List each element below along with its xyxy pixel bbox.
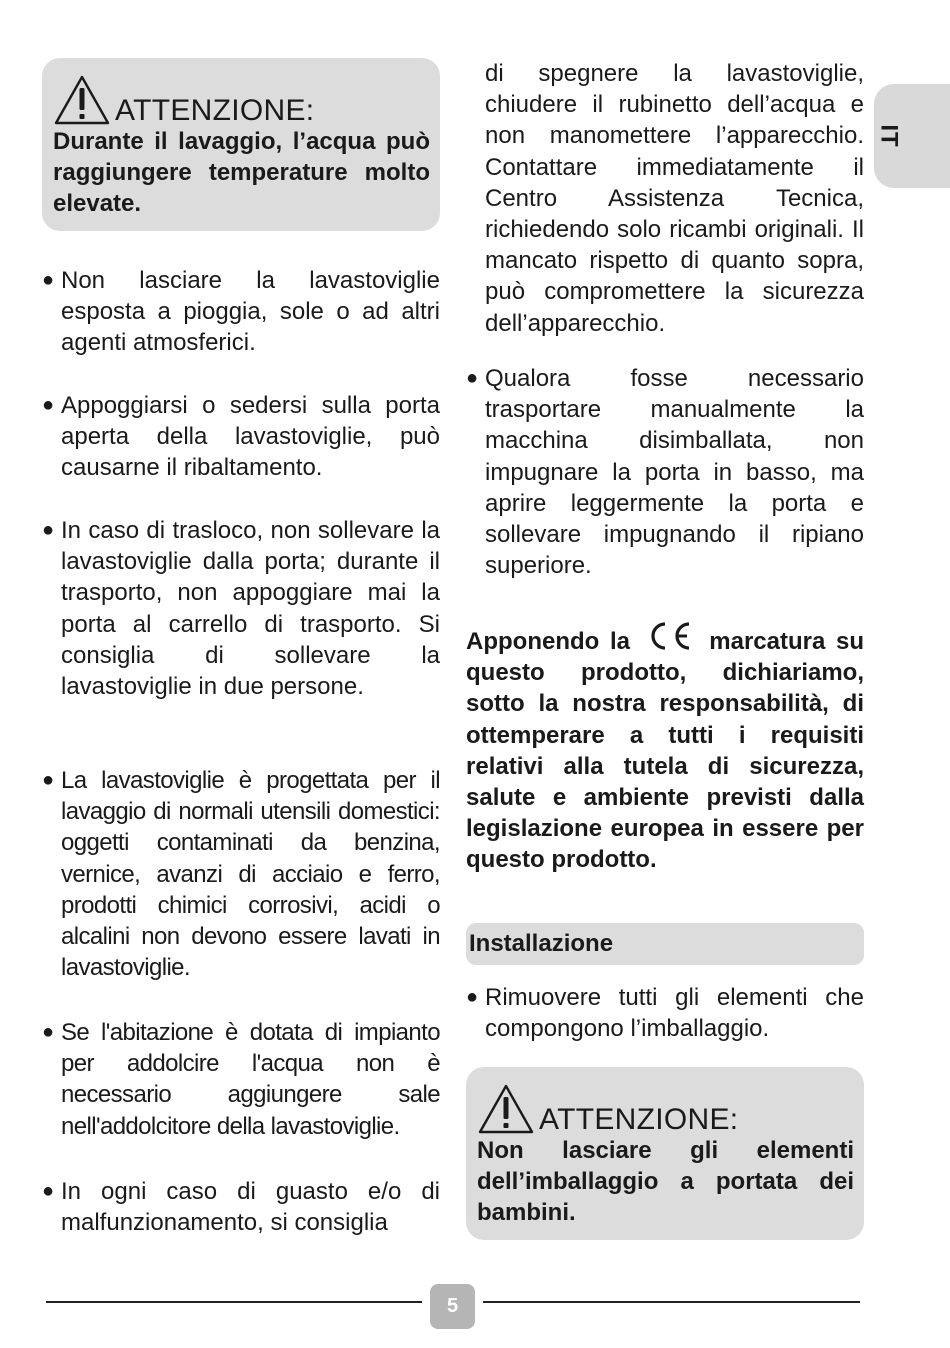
warning-header [477, 1077, 854, 1135]
list-item-text: Rimuovere tutti gli elementi che compongono l’imballaggio. [485, 984, 864, 1043]
language-tab [874, 84, 950, 188]
warning-triangle-icon [53, 74, 111, 126]
footer-rule-left [46, 1301, 422, 1303]
bullet-dot-icon: ● [42, 269, 55, 291]
list-item [42, 1017, 440, 1142]
list-item [42, 1176, 440, 1238]
ce-declaration-before: Apponendo la [466, 628, 630, 655]
list-item-text: In caso di trasloco, non sollevare la lavastoviglie dalla porta; durante il trasporto, non appoggiare mai la porta al carrello di trasporto. Si consiglia di sollevare la lavastoviglie in due persone. [61, 517, 440, 701]
list-item-text: Non lasciare la lavastoviglie esposta a pioggia, sole o ad altri agenti atmosferici. [61, 267, 440, 357]
ce-mark-icon [645, 621, 695, 651]
language-tab-label-wrap [874, 84, 904, 188]
page-number: 5 [430, 1284, 475, 1329]
bullet-dot-icon: ● [42, 1180, 55, 1202]
list-item [42, 390, 440, 484]
warning-header [53, 68, 430, 126]
warning-title: ATTENZIONE: [115, 94, 315, 127]
ce-declaration [466, 621, 864, 876]
bullet-dot-icon: ● [42, 1021, 55, 1043]
bullet-dot-icon: ● [42, 394, 55, 416]
footer-rule-right [483, 1301, 860, 1303]
section-title: Installazione [469, 930, 614, 957]
bullet-dot-icon: ● [42, 519, 55, 541]
warning-triangle-icon [477, 1083, 535, 1135]
list-item-text: Appoggiarsi o sedersi sulla porta aperta della lavastoviglie, può causarne il ribaltamento. [61, 392, 440, 482]
warning-box-temperature [42, 58, 440, 231]
warning-text: Non lasciare gli elementi dell’imballaggio a portata dei bambini. [477, 1137, 854, 1226]
bullet-dot-icon: ● [466, 367, 479, 389]
list-item [466, 363, 864, 581]
list-item-text: La lavastoviglie è progettata per il lavaggio di normali utensili domestici: oggetti contaminati da benzina, vernice, avanzi di acciaio e ferro, prodotti chimici corrosivi, acidi o alcalini non devono essere lavati in lavastoviglie. [61, 767, 440, 982]
bullet-dot-icon: ● [466, 986, 479, 1008]
warning-box-packaging [466, 1067, 864, 1240]
ce-declaration-after: marcatura su questo prodotto, dichiariamo, sotto la nostra responsabilità, di ottemperare a tutti i requisiti relativi alla tutela di sicurezza, salute e ambiente previsti dalla legislazione europea in essere per questo prodotto. [466, 628, 864, 874]
list-item [466, 982, 864, 1044]
language-tab-label: IT [875, 124, 903, 148]
warning-text: Durante il lavaggio, l’acqua può raggiungere temperature molto elevate. [53, 128, 430, 217]
list-item [42, 265, 440, 359]
list-item [42, 515, 440, 702]
bullet-dot-icon: ● [42, 769, 55, 791]
section-header-installazione [466, 923, 864, 965]
list-item-text: Qualora fosse necessario trasportare manualmente la macchina disimballata, non impugnare la porta in basso, ma aprire leggermente la porta e sollevare impugnando il ripiano superiore. [485, 365, 864, 580]
list-item [42, 765, 440, 983]
list-item-text: In ogni caso di guasto e/o di malfunzionamento, si consiglia [61, 1178, 440, 1237]
list-item-text: Se l'abitazione è dotata di impianto per addolcire l'acqua non è necessario aggiungere sale nell'addolcitore della lavastoviglie. [61, 1019, 440, 1140]
continued-paragraph: di spegnere la lavastoviglie, chiudere il rubinetto dell’acqua e non manomettere l’apparecchio. Contattare immediatamente il Centro Assistenza Tecnica, richiedendo solo ricambi originali. Il mancato rispetto di quanto sopra, può compromettere la sicurezza dell’apparecchio. [485, 60, 864, 337]
warning-title: ATTENZIONE: [539, 1103, 739, 1136]
